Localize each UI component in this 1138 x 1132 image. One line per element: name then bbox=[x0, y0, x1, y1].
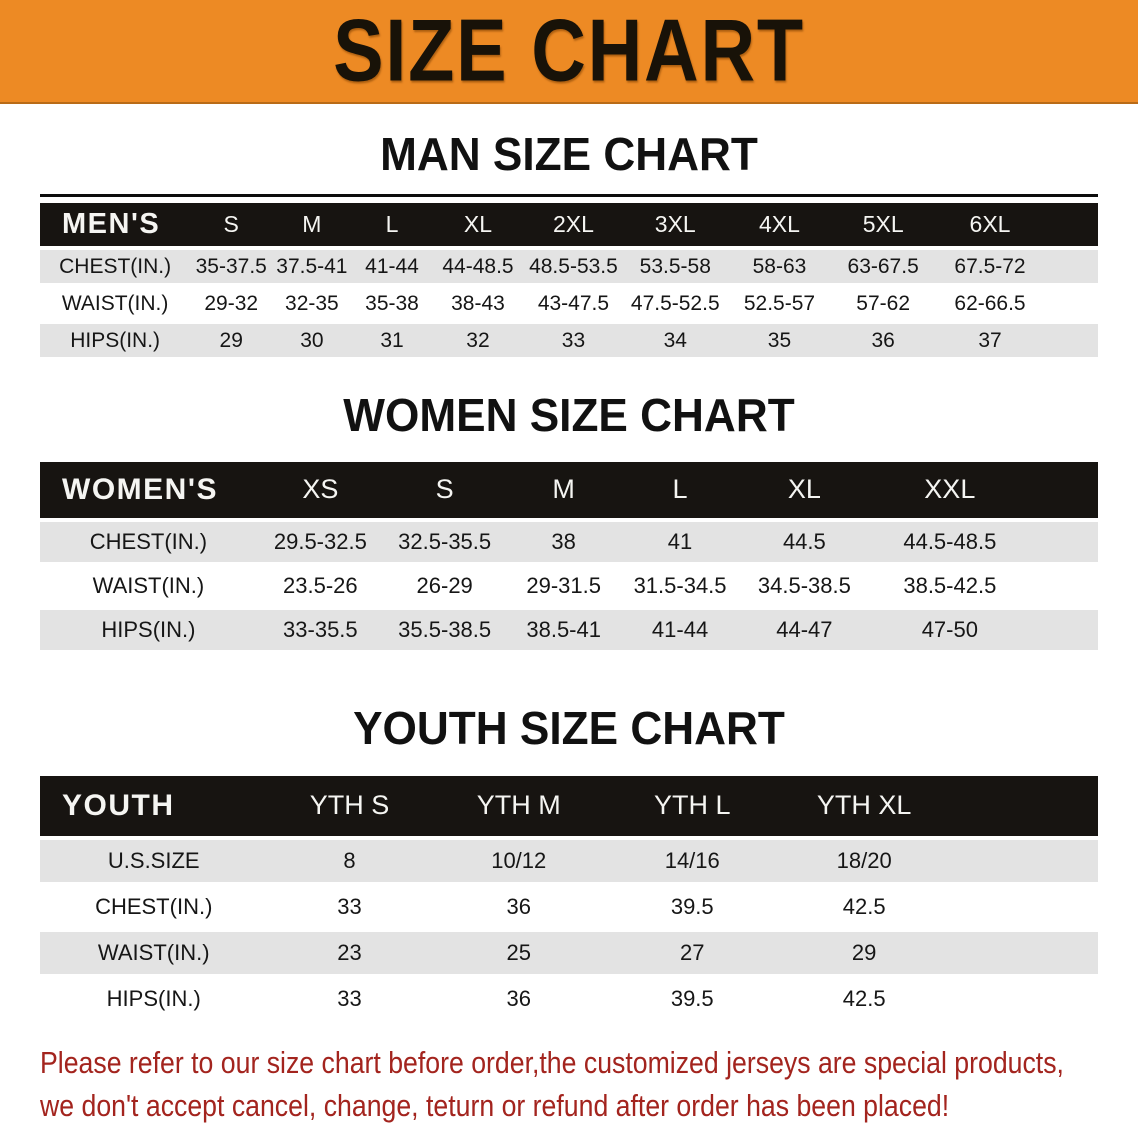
spacer-cell bbox=[950, 776, 1098, 836]
value-cell: 8 bbox=[267, 840, 431, 882]
table-title-cell: YOUTH bbox=[40, 776, 267, 836]
value-cell: 42.5 bbox=[778, 886, 949, 928]
value-cell: 44-48.5 bbox=[432, 250, 523, 283]
size-header-cell: L bbox=[352, 203, 433, 246]
row-label-cell: WAIST(IN.) bbox=[40, 287, 190, 320]
value-cell: 38.5-41 bbox=[505, 610, 621, 650]
spacer-cell bbox=[950, 978, 1098, 1020]
value-cell: 53.5-58 bbox=[623, 250, 727, 283]
value-cell: 32 bbox=[432, 324, 523, 357]
spacer-cell bbox=[1029, 462, 1098, 518]
spacer-cell bbox=[1029, 522, 1098, 562]
man-section-heading: MAN SIZE CHART bbox=[380, 128, 758, 180]
men-size-table bbox=[40, 199, 1098, 361]
spacer-cell bbox=[950, 840, 1098, 882]
size-header-cell: YTH M bbox=[431, 776, 606, 836]
value-cell: 29-31.5 bbox=[505, 566, 621, 606]
size-header-cell: YTH L bbox=[606, 776, 778, 836]
value-cell: 30 bbox=[272, 324, 351, 357]
table-row bbox=[40, 250, 1098, 283]
value-cell: 29 bbox=[778, 932, 949, 974]
value-cell: 38-43 bbox=[432, 287, 523, 320]
size-header-cell: XS bbox=[257, 462, 384, 518]
value-cell: 38.5-42.5 bbox=[870, 566, 1029, 606]
spacer-cell bbox=[1046, 324, 1098, 357]
table-row bbox=[40, 287, 1098, 320]
value-cell: 33 bbox=[523, 324, 623, 357]
value-cell: 31.5-34.5 bbox=[622, 566, 738, 606]
value-cell: 35.5-38.5 bbox=[384, 610, 506, 650]
value-cell: 31 bbox=[352, 324, 433, 357]
value-cell: 44.5 bbox=[738, 522, 870, 562]
size-header-cell: 2XL bbox=[523, 203, 623, 246]
value-cell: 39.5 bbox=[606, 886, 778, 928]
value-cell: 58-63 bbox=[727, 250, 832, 283]
value-cell: 41-44 bbox=[622, 610, 738, 650]
value-cell: 37.5-41 bbox=[272, 250, 351, 283]
size-header-cell: L bbox=[622, 462, 738, 518]
value-cell: 43-47.5 bbox=[523, 287, 623, 320]
value-cell: 62-66.5 bbox=[934, 287, 1045, 320]
size-header-cell: M bbox=[505, 462, 621, 518]
disclaimer-line-2: we don't accept cancel, change, teturn or refund after order has been placed! bbox=[40, 1087, 950, 1123]
spacer-cell bbox=[1029, 566, 1098, 606]
size-header-cell: XXL bbox=[870, 462, 1029, 518]
disclaimer-line-1: Please refer to our size chart before order,the customized jerseys are special products, bbox=[40, 1044, 1064, 1080]
table-title-cell: WOMEN'S bbox=[40, 462, 257, 518]
value-cell: 25 bbox=[431, 932, 606, 974]
table-row bbox=[40, 886, 1098, 928]
table-row bbox=[40, 978, 1098, 1020]
value-cell: 34.5-38.5 bbox=[738, 566, 870, 606]
value-cell: 10/12 bbox=[431, 840, 606, 882]
value-cell: 32-35 bbox=[272, 287, 351, 320]
value-cell: 18/20 bbox=[778, 840, 949, 882]
value-cell: 26-29 bbox=[384, 566, 506, 606]
table-row bbox=[40, 932, 1098, 974]
value-cell: 63-67.5 bbox=[832, 250, 935, 283]
row-label-cell: WAIST(IN.) bbox=[40, 932, 267, 974]
table-header-row bbox=[40, 462, 1098, 518]
value-cell: 35-37.5 bbox=[190, 250, 272, 283]
value-cell: 47-50 bbox=[870, 610, 1029, 650]
value-cell: 32.5-35.5 bbox=[384, 522, 506, 562]
youth-size-table bbox=[40, 772, 1098, 1024]
value-cell: 29-32 bbox=[190, 287, 272, 320]
value-cell: 37 bbox=[934, 324, 1045, 357]
value-cell: 42.5 bbox=[778, 978, 949, 1020]
table-row bbox=[40, 324, 1098, 357]
value-cell: 14/16 bbox=[606, 840, 778, 882]
women-size-table bbox=[40, 458, 1098, 654]
size-header-cell: 6XL bbox=[934, 203, 1045, 246]
value-cell: 41 bbox=[622, 522, 738, 562]
value-cell: 36 bbox=[431, 978, 606, 1020]
size-header-cell: YTH XL bbox=[778, 776, 949, 836]
size-header-cell: M bbox=[272, 203, 351, 246]
row-label-cell: HIPS(IN.) bbox=[40, 610, 257, 650]
size-header-cell: XL bbox=[432, 203, 523, 246]
value-cell: 33-35.5 bbox=[257, 610, 384, 650]
table-header-row bbox=[40, 203, 1098, 246]
value-cell: 27 bbox=[606, 932, 778, 974]
row-label-cell: WAIST(IN.) bbox=[40, 566, 257, 606]
spacer-cell bbox=[1046, 203, 1098, 246]
table-header-row bbox=[40, 776, 1098, 836]
value-cell: 29.5-32.5 bbox=[257, 522, 384, 562]
value-cell: 23 bbox=[267, 932, 431, 974]
table-title-cell: MEN'S bbox=[40, 203, 190, 246]
row-label-cell: HIPS(IN.) bbox=[40, 978, 267, 1020]
value-cell: 39.5 bbox=[606, 978, 778, 1020]
row-label-cell: CHEST(IN.) bbox=[40, 250, 190, 283]
value-cell: 35 bbox=[727, 324, 832, 357]
size-header-cell: XL bbox=[738, 462, 870, 518]
size-header-cell: S bbox=[190, 203, 272, 246]
spacer-cell bbox=[1046, 250, 1098, 283]
value-cell: 36 bbox=[431, 886, 606, 928]
value-cell: 67.5-72 bbox=[934, 250, 1045, 283]
disclaimer-text bbox=[40, 1042, 1064, 1128]
value-cell: 47.5-52.5 bbox=[623, 287, 727, 320]
size-header-cell: 4XL bbox=[727, 203, 832, 246]
table-row bbox=[40, 610, 1098, 650]
value-cell: 35-38 bbox=[352, 287, 433, 320]
youth-section-heading: YOUTH SIZE CHART bbox=[353, 701, 785, 754]
value-cell: 34 bbox=[623, 324, 727, 357]
size-header-cell: S bbox=[384, 462, 506, 518]
page-title: SIZE CHART bbox=[333, 2, 805, 100]
value-cell: 23.5-26 bbox=[257, 566, 384, 606]
value-cell: 57-62 bbox=[832, 287, 935, 320]
size-header-cell: YTH S bbox=[267, 776, 431, 836]
value-cell: 52.5-57 bbox=[727, 287, 832, 320]
spacer-cell bbox=[1029, 610, 1098, 650]
women-section-heading: WOMEN SIZE CHART bbox=[343, 389, 795, 442]
size-header-cell: 5XL bbox=[832, 203, 935, 246]
row-label-cell: U.S.SIZE bbox=[40, 840, 267, 882]
table-row bbox=[40, 522, 1098, 562]
value-cell: 36 bbox=[832, 324, 935, 357]
row-label-cell: CHEST(IN.) bbox=[40, 886, 267, 928]
size-chart-banner bbox=[0, 0, 1138, 104]
value-cell: 44-47 bbox=[738, 610, 870, 650]
row-label-cell: HIPS(IN.) bbox=[40, 324, 190, 357]
value-cell: 41-44 bbox=[352, 250, 433, 283]
value-cell: 33 bbox=[267, 978, 431, 1020]
table-row bbox=[40, 566, 1098, 606]
value-cell: 48.5-53.5 bbox=[523, 250, 623, 283]
value-cell: 44.5-48.5 bbox=[870, 522, 1029, 562]
value-cell: 33 bbox=[267, 886, 431, 928]
size-header-cell: 3XL bbox=[623, 203, 727, 246]
men-table-top-rule bbox=[40, 194, 1098, 197]
row-label-cell: CHEST(IN.) bbox=[40, 522, 257, 562]
table-row bbox=[40, 840, 1098, 882]
spacer-cell bbox=[950, 932, 1098, 974]
spacer-cell bbox=[950, 886, 1098, 928]
spacer-cell bbox=[1046, 287, 1098, 320]
value-cell: 38 bbox=[505, 522, 621, 562]
value-cell: 29 bbox=[190, 324, 272, 357]
